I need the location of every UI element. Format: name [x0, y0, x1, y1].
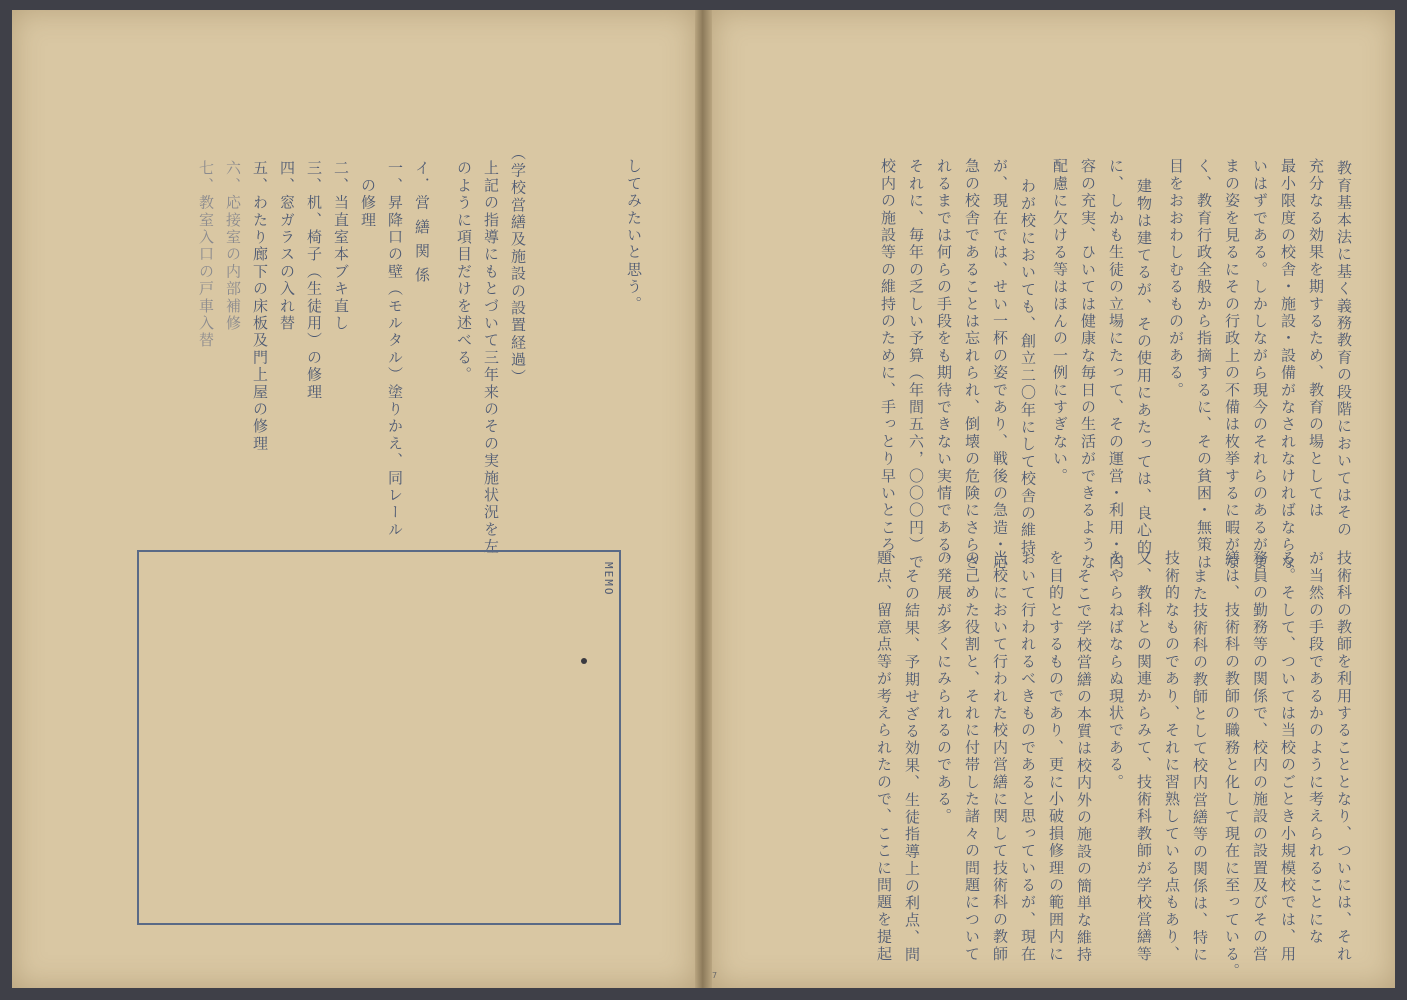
right-lower-line-9: をやらねばならぬ現状である。: [1107, 550, 1125, 791]
right-upper-line-4: いはずである。しかしながら現今のそれらのあるがま: [1251, 158, 1269, 571]
left-line-14: 七、教室入口の戸車入替: [197, 160, 215, 350]
right-lower-line-1: 技術科の教師を利用することとなり、ついには、それ: [1335, 550, 1353, 963]
right-lower-line-14: の己めた役割と、それに付帯した諸々の問題について: [963, 550, 981, 963]
left-line-4: 上記の指導にもとづいて三年来のその実施状況を左: [482, 160, 500, 556]
left-line-12: 五、わたり廊下の床板及門上屋の修理: [251, 160, 269, 453]
right-lower-line-2: が当然の手段であるかのように考えられることにな: [1307, 550, 1325, 946]
right-upper-line-6: く、教育行政全般から指摘するに、その貧困・無策は: [1195, 158, 1213, 571]
right-upper-line-3: 最小限度の校舎・施設・設備がなされなければならな: [1279, 158, 1297, 571]
page-number: 7: [712, 971, 718, 980]
right-lower-line-17: 題点、留意点等が考えられたので、ここに問題を提起: [875, 550, 893, 963]
right-upper-line-11: 配慮に欠ける等はほんの一例にすぎない。: [1051, 158, 1069, 485]
right-lower-line-7: 技術的なものであり、それに習熟している点もあり、: [1163, 550, 1181, 963]
ink-spot: [581, 658, 587, 664]
right-upper-line-15: れるまでは何らの手段をも期待できない実情である。: [935, 158, 953, 571]
left-line-6: イ．営 繕 関 係: [413, 160, 431, 285]
left-line-3: （学校営繕及施設の設置経過）: [509, 145, 527, 386]
left-line-7: 一、昇降口の壁（モルタル）塗りかえ、同レール: [386, 160, 404, 539]
right-upper-line-7: 目をおおわしむるものがある。: [1167, 158, 1185, 399]
right-upper-line-8: 建物は建てるが、その使用にあたっては、良心的: [1135, 178, 1153, 557]
left-line-9: 二、当直室本ブキ直し: [332, 160, 350, 332]
right-upper-line-9: に、しかも生徒の立場にたって、その運営・利用・内: [1107, 158, 1125, 571]
right-page: [712, 10, 1395, 988]
right-lower-line-10: そこで学校営繕の本質は校内外の施設の簡単な維持: [1075, 568, 1093, 964]
right-upper-line-5: まの姿を見るにその行政上の不備は枚挙するに暇がな: [1223, 158, 1241, 571]
right-lower-line-3: る。そして、ついては当校のごとき小規模校では、用: [1279, 550, 1297, 963]
memo-box: [137, 550, 621, 925]
right-upper-line-12: わが校においても、創立二〇年にして校舎の維持: [1019, 178, 1037, 557]
left-line-10: 三、机、椅子（生徒用）の修理: [305, 160, 323, 401]
left-page: [12, 10, 695, 988]
right-upper-line-17: 校内の施設等の維持のために、手っとり早いところ、: [879, 158, 897, 571]
left-line-11: 四、窓ガラスの入れ替: [278, 160, 296, 332]
right-lower-line-6: また技術科の教師として校内営繕等の関係は、特に: [1191, 568, 1209, 964]
left-line-13: 六、応接室の内部補修: [224, 160, 242, 332]
right-upper-line-10: 容の充実、ひいては健康な毎日の生活ができるような: [1079, 158, 1097, 571]
right-lower-line-12: おいて行われるべきものであると思っているが、現在: [1019, 550, 1037, 963]
right-lower-line-5: 繕は、技術科の教師の職務と化して現在に至っている。: [1223, 550, 1241, 980]
left-line-1: してみたいと思う。: [625, 158, 643, 313]
book-gutter: [695, 10, 712, 988]
right-lower-line-11: を目的とするものであり、更に小破損修理の範囲内に: [1047, 550, 1065, 963]
right-upper-line-13: が、現在では、せい一杯の姿であり、戦後の急造・応: [991, 158, 1009, 571]
right-upper-line-14: 急の校舎であることは忘れられ、倒壊の危険にさらさ: [963, 158, 981, 571]
right-lower-line-4: 務員の勤務等の関係で、校内の施設の設置及びその営: [1251, 550, 1269, 963]
right-upper-line-2: 充分なる効果を期するため、教育の場としては: [1307, 158, 1325, 520]
memo-label: MEMO: [602, 562, 615, 597]
left-line-8: の修理: [359, 160, 377, 229]
right-lower-line-16: その結果、予期せざる効果、生徒指導上の利点、問: [903, 568, 921, 964]
right-upper-line-1: 教育基本法に基く義務教育の段階においてはその: [1335, 160, 1353, 539]
left-line-5: のように項目だけを述べる。: [455, 160, 473, 384]
right-upper-line-16: それに、毎年の乏しい予算（年間五六，〇〇〇円）で: [907, 158, 925, 571]
right-lower-line-13: 当校において行われた校内営繕に関して技術科の教師: [991, 550, 1009, 963]
right-lower-line-8: 又、教科との関連からみて、技術科教師が学校営繕等: [1135, 550, 1153, 963]
right-lower-line-15: の発展が多くにみられるのである。: [935, 550, 953, 826]
